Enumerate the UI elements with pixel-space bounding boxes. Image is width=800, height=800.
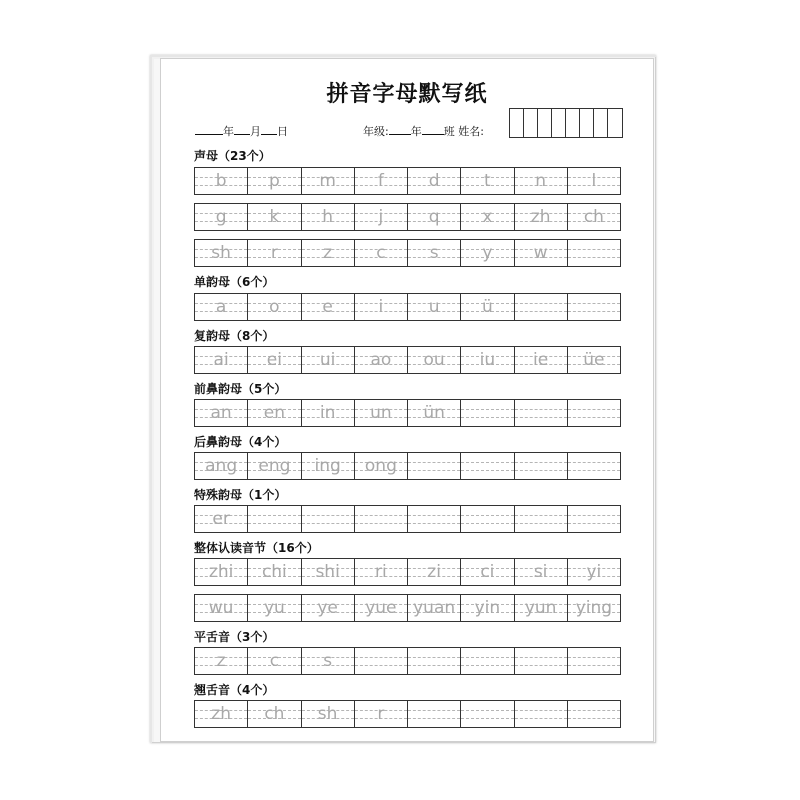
pinyin-text: shi [315, 562, 340, 582]
name-box-cell [524, 109, 538, 137]
writing-cell [355, 400, 408, 426]
writing-cell [515, 400, 568, 426]
day-label: 日 [277, 125, 288, 138]
writing-cell [195, 168, 248, 194]
pinyin-text: r [377, 704, 385, 724]
writing-cell [568, 506, 620, 532]
writing-cell [461, 168, 514, 194]
name-box-cell [594, 109, 608, 137]
pinyin-text: chi [261, 562, 287, 582]
pinyin-text: ui [319, 350, 336, 370]
pinyin-text: j [378, 207, 384, 227]
writing-cell [568, 240, 620, 266]
pinyin-text: ch [264, 704, 285, 724]
pinyin-text: ye [317, 598, 338, 618]
grade-blank [389, 124, 411, 135]
writing-cell [461, 648, 514, 674]
pinyin-text: yun [524, 598, 557, 618]
page-title: 拼音字母默写纸 [326, 82, 488, 107]
pinyin-text: in [319, 403, 336, 423]
pinyin-text: ci [480, 562, 495, 582]
writing-cell [515, 595, 568, 621]
writing-cell [355, 168, 408, 194]
writing-cell [515, 453, 568, 479]
writing-cell [248, 240, 301, 266]
pinyin-text: l [591, 171, 597, 191]
pinyin-text: x [482, 207, 493, 227]
pinyin-text: yu [263, 598, 285, 618]
writing-cell [515, 240, 568, 266]
writing-grid-row [194, 452, 621, 480]
pinyin-text: p [268, 171, 280, 191]
writing-cell [195, 559, 248, 585]
writing-cell [355, 204, 408, 230]
pinyin-text: n [535, 171, 547, 191]
class-label: 班 [443, 125, 455, 138]
writing-cell [408, 294, 461, 320]
pinyin-text: w [533, 243, 548, 263]
writing-cell [355, 648, 408, 674]
year-blank [195, 124, 223, 135]
name-box-cell [510, 109, 524, 137]
worksheet-page [160, 58, 654, 742]
writing-cell [355, 559, 408, 585]
writing-cell [195, 294, 248, 320]
pinyin-text: ong [364, 456, 397, 476]
grade-label: 年级: [363, 125, 389, 138]
writing-cell [461, 204, 514, 230]
writing-cell [568, 347, 620, 373]
writing-grid-row [194, 167, 621, 195]
writing-cell [408, 595, 461, 621]
writing-cell [408, 506, 461, 532]
section-label: 平舌音（3个） [194, 630, 275, 644]
month-label: 月 [250, 125, 261, 138]
writing-cell [461, 347, 514, 373]
writing-cell [248, 347, 301, 373]
writing-cell [302, 453, 355, 479]
writing-cell [515, 347, 568, 373]
name-label: 姓名: [458, 125, 484, 138]
pinyin-text: u [428, 297, 440, 317]
writing-cell [461, 453, 514, 479]
writing-cell [568, 453, 620, 479]
pinyin-text: er [212, 509, 230, 529]
writing-cell [302, 294, 355, 320]
year-label: 年 [223, 125, 234, 138]
pinyin-text: s [323, 651, 333, 671]
writing-cell [355, 701, 408, 727]
pinyin-text: f [377, 171, 384, 191]
section-label: 整体认读音节（16个） [194, 541, 319, 555]
writing-cell [248, 204, 301, 230]
writing-cell [568, 204, 620, 230]
section-label: 后鼻韵母（4个） [194, 435, 287, 449]
writing-cell [195, 453, 248, 479]
pinyin-text: g [215, 207, 227, 227]
pinyin-text: r [270, 243, 278, 263]
writing-cell [302, 347, 355, 373]
name-box-cell [566, 109, 580, 137]
pinyin-text: ün [423, 403, 445, 423]
writing-cell [302, 506, 355, 532]
pinyin-text: yi [586, 562, 602, 582]
writing-cell [515, 648, 568, 674]
pinyin-text: ch [583, 207, 604, 227]
writing-cell [195, 400, 248, 426]
writing-cell [408, 347, 461, 373]
pinyin-text: ie [533, 350, 549, 370]
section-label: 翘舌音（4个） [194, 683, 275, 697]
writing-cell [515, 204, 568, 230]
writing-cell [302, 559, 355, 585]
date-line [195, 123, 288, 139]
pinyin-text: sh [211, 243, 231, 263]
writing-cell [248, 453, 301, 479]
pinyin-text: an [210, 403, 232, 423]
pinyin-text: yin [474, 598, 501, 618]
pinyin-text: en [263, 403, 285, 423]
writing-cell [355, 595, 408, 621]
writing-grid-row [194, 203, 621, 231]
writing-cell [195, 701, 248, 727]
writing-grid-row [194, 346, 621, 374]
writing-cell [248, 595, 301, 621]
name-box-cell [608, 109, 622, 137]
writing-grid-row [194, 647, 621, 675]
writing-cell [568, 400, 620, 426]
writing-cell [461, 595, 514, 621]
writing-cell [515, 559, 568, 585]
pinyin-text: ying [575, 598, 613, 618]
pinyin-text: t [484, 171, 491, 191]
pinyin-text: zi [427, 562, 441, 582]
grade-year-label: 年 [410, 125, 422, 138]
pinyin-text: yue [365, 598, 397, 618]
name-box-cell [538, 109, 552, 137]
section-label: 声母（23个） [194, 149, 271, 163]
writing-grid-row [194, 505, 621, 533]
pinyin-text: b [215, 171, 227, 191]
writing-grid-row [194, 399, 621, 427]
writing-cell [302, 595, 355, 621]
section-label: 特殊韵母（1个） [194, 488, 287, 502]
writing-cell [408, 453, 461, 479]
writing-cell [302, 240, 355, 266]
pinyin-text: zh [211, 704, 231, 724]
writing-cell [461, 559, 514, 585]
writing-cell [302, 168, 355, 194]
pinyin-text: zh [530, 207, 551, 227]
writing-cell [568, 648, 620, 674]
writing-cell [248, 648, 301, 674]
pinyin-text: e [322, 297, 333, 317]
grade-line [363, 123, 484, 139]
pinyin-text: sh [317, 704, 338, 724]
pinyin-text: si [533, 562, 548, 582]
pinyin-text: y [482, 243, 493, 263]
pinyin-text: eng [258, 456, 291, 476]
writing-cell [248, 400, 301, 426]
day-blank [261, 124, 277, 135]
writing-cell [515, 701, 568, 727]
writing-cell [302, 648, 355, 674]
pinyin-text: d [428, 171, 440, 191]
writing-cell [355, 506, 408, 532]
pinyin-text: zhi [208, 562, 234, 582]
writing-cell [461, 506, 514, 532]
pinyin-text: un [370, 403, 392, 423]
writing-grid-row [194, 558, 621, 586]
pinyin-text: yuan [413, 598, 456, 618]
writing-cell [461, 701, 514, 727]
section-label: 复韵母（8个） [194, 329, 275, 343]
writing-cell [195, 648, 248, 674]
name-box-cell [552, 109, 566, 137]
writing-cell [302, 400, 355, 426]
writing-cell [408, 559, 461, 585]
pinyin-text: ao [370, 350, 392, 370]
writing-cell [302, 204, 355, 230]
pinyin-text: z [323, 243, 333, 263]
writing-cell [355, 240, 408, 266]
writing-cell [248, 294, 301, 320]
pinyin-text: ing [314, 456, 341, 476]
writing-cell [461, 240, 514, 266]
section-label: 单韵母（6个） [194, 275, 275, 289]
writing-cell [408, 204, 461, 230]
writing-cell [568, 294, 620, 320]
pinyin-text: m [319, 171, 336, 191]
writing-grid-row [194, 700, 621, 728]
section-label: 前鼻韵母（5个） [194, 382, 287, 396]
writing-cell [195, 595, 248, 621]
writing-cell [248, 168, 301, 194]
pinyin-text: h [322, 207, 334, 227]
pinyin-text: c [376, 243, 386, 263]
pinyin-text: ei [266, 350, 282, 370]
writing-cell [568, 701, 620, 727]
pinyin-text: a [215, 297, 227, 317]
writing-cell [568, 559, 620, 585]
writing-cell [248, 559, 301, 585]
pinyin-text: o [269, 297, 280, 317]
pinyin-text: iu [479, 350, 496, 370]
writing-cell [408, 168, 461, 194]
pinyin-text: üe [583, 350, 605, 370]
writing-cell [195, 240, 248, 266]
writing-grid-row [194, 239, 621, 267]
writing-cell [408, 240, 461, 266]
pinyin-text: ri [375, 562, 387, 582]
month-blank [234, 124, 250, 135]
writing-cell [195, 347, 248, 373]
writing-cell [248, 701, 301, 727]
pinyin-text: i [378, 297, 384, 317]
class-blank [422, 124, 444, 135]
writing-cell [302, 701, 355, 727]
pinyin-text: z [216, 651, 226, 671]
writing-cell [515, 168, 568, 194]
writing-grid-row [194, 293, 621, 321]
writing-cell [408, 400, 461, 426]
writing-grid-row [194, 594, 621, 622]
writing-cell [248, 506, 301, 532]
pinyin-text: q [428, 207, 440, 227]
writing-cell [355, 347, 408, 373]
pinyin-text: s [429, 243, 439, 263]
pinyin-text: ai [213, 350, 229, 370]
writing-cell [355, 294, 408, 320]
pinyin-text: ü [481, 297, 493, 317]
writing-cell [408, 648, 461, 674]
writing-cell [195, 204, 248, 230]
pinyin-text: wu [208, 598, 234, 618]
pinyin-text: c [269, 651, 280, 671]
writing-cell [515, 506, 568, 532]
writing-cell [461, 400, 514, 426]
writing-cell [568, 168, 620, 194]
name-box-grid [509, 108, 623, 138]
writing-cell [568, 595, 620, 621]
writing-cell [461, 294, 514, 320]
writing-cell [515, 294, 568, 320]
pinyin-text: ou [423, 350, 445, 370]
writing-cell [355, 453, 408, 479]
writing-cell [195, 506, 248, 532]
name-box-cell [580, 109, 594, 137]
pinyin-text: k [269, 207, 280, 227]
pinyin-text: ang [205, 456, 238, 476]
writing-cell [408, 701, 461, 727]
